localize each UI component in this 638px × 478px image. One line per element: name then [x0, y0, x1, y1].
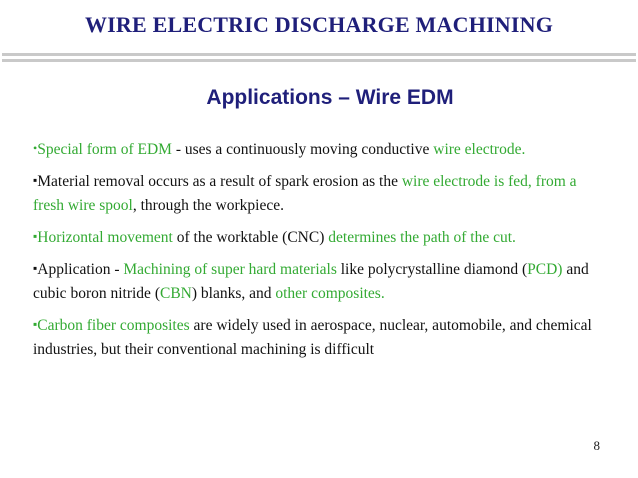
title-divider-top — [2, 53, 636, 56]
bullet-marker: ▪ — [33, 317, 38, 331]
bullet-segment: CBN — [159, 285, 192, 302]
bullet-segment: wire electrode is fed, from a fresh wire spool — [33, 173, 577, 214]
bullet-segment: are widely used in aerospace, nuclear, automobile, and chemical industries, but their conventional machining is difficult — [33, 317, 592, 358]
bullet-item — [33, 256, 605, 306]
bullet-marker: ▪ — [33, 173, 38, 187]
bullet-segment: - uses a continuously moving conductive — [171, 141, 434, 158]
slide-title: WIRE ELECTRIC DISCHARGE MACHINING — [84, 12, 554, 37]
bullet-segment: wire electrode. — [433, 141, 526, 158]
bullet-segment: other composites. — [275, 285, 385, 302]
bullet-marker: ▪ — [33, 229, 38, 243]
bullet-segment: Carbon fiber composites — [37, 317, 190, 334]
bullet-segment: PCD) — [527, 261, 563, 278]
bullet-item — [33, 224, 605, 250]
bullet-segment: ) blanks, and — [191, 285, 276, 302]
bullet-segment: of the worktable (CNC) — [172, 229, 329, 246]
title-divider-bottom — [2, 59, 636, 62]
bullet-segment: Horizontal movement — [37, 229, 173, 246]
bullet-item — [33, 136, 605, 162]
slide-subtitle: Applications – Wire EDM — [206, 86, 454, 109]
bullet-segment: , through the workpiece. — [132, 197, 284, 214]
bullet-segment: determines the path of the cut. — [328, 229, 516, 246]
bullet-list — [33, 136, 605, 368]
page-number: 8 — [593, 438, 600, 453]
bullet-marker: ▪ — [33, 261, 38, 275]
bullet-segment: Machining of super hard materials — [123, 261, 337, 278]
bullet-item — [33, 168, 605, 218]
bullet-segment: and cubic boron nitride ( — [33, 261, 589, 302]
bullet-segment: Material removal occurs as a result of spark erosion as the — [37, 173, 402, 190]
bullet-marker: • — [33, 141, 38, 155]
bullet-segment: Application - — [37, 261, 124, 278]
bullet-item — [33, 312, 605, 362]
bullet-segment: Special form of EDM — [37, 141, 172, 158]
bullet-segment: like polycrystalline diamond ( — [336, 261, 528, 278]
